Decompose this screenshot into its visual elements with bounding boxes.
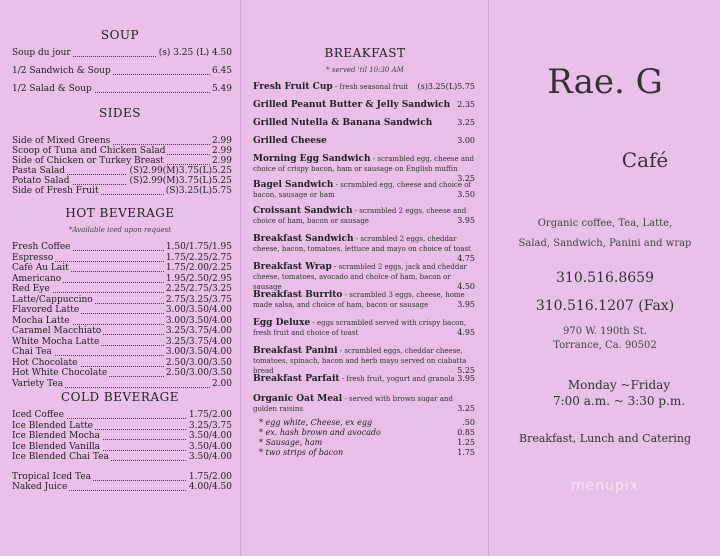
menu-item-price: 2.00 xyxy=(211,378,232,389)
breakfast-addon xyxy=(259,428,475,437)
menu-item-name: Hot White Chocolate xyxy=(12,368,108,378)
breakfast-item xyxy=(253,374,475,384)
breakfast-item-desc: - scrambled egg, cheese and choice of bacon, sausage or ham xyxy=(253,181,472,199)
menu-item-name: Side of Mixed Greens xyxy=(12,136,111,146)
breakfast-item-price: 3.00 xyxy=(457,136,475,145)
breakfast-item-desc: - scrambled egg, cheese and choice of crispy bacon, ham or sausage on English muffin xyxy=(253,155,475,173)
cafe-phone: 310.516.8659 xyxy=(556,270,654,286)
cafe-tagline-2: Salad, Sandwich, Panini and wrap xyxy=(518,238,692,249)
menu-item-price: 2.99 xyxy=(211,136,232,146)
addon-price: 1.25 xyxy=(457,438,475,447)
menu-item-price: 3.00/3.50/4.00 xyxy=(165,305,232,315)
menu-item-price: 4.00/4.50 xyxy=(188,482,232,492)
breakfast-item-desc: - fresh seasonal fruit xyxy=(332,83,409,91)
breakfast-item-desc: - scrambled 2 eggs, cheddar cheese, bacon, tomatoes, lettuce and mayo on choice of toast xyxy=(253,235,471,253)
menu-item-price: (S)2.99(M)3.75(L)5.25 xyxy=(129,166,232,176)
menu-item-price: 2.75/3.25/3.75 xyxy=(165,294,232,305)
breakfast-item-price: (s)3.25(L)5.75 xyxy=(417,82,475,91)
sides-heading: SIDES xyxy=(98,106,142,120)
menu-item-row xyxy=(12,253,232,264)
menu-item-price: 6.45 xyxy=(211,66,232,76)
menu-item-price: 1.75/2.00 xyxy=(188,410,232,420)
breakfast-item-price: 3.50 xyxy=(457,190,475,199)
menu-item-price: 3.25/3.75/4.00 xyxy=(165,336,232,347)
breakfast-item-price: 4.95 xyxy=(457,328,475,337)
menu-item-row xyxy=(12,274,232,285)
breakfast-item-price: 3.25 xyxy=(457,118,475,127)
menu-item-name: Scoop of Tuna and Chicken Salad xyxy=(12,146,166,156)
watermark: menupix xyxy=(570,478,640,494)
soup-heading: SOUP xyxy=(100,28,140,42)
breakfast-item xyxy=(253,262,475,292)
breakfast-item-price: 3.95 xyxy=(457,300,475,309)
breakfast-item-name: Bagel Sandwich xyxy=(253,180,334,190)
menu-item-price: 3.50/4.00 xyxy=(188,441,232,452)
breakfast-item-name: Organic Oat Meal xyxy=(253,394,343,404)
breakfast-item xyxy=(253,136,475,146)
cafe-hours: 7:00 a.m. ~ 3:30 p.m. xyxy=(552,394,686,408)
menu-item-price: 3.25/3.75 xyxy=(188,420,232,431)
breakfast-addon xyxy=(259,418,475,427)
menu-item-name: Café Au Lait xyxy=(12,263,69,273)
menu-item-name: Latte/Cappuccino xyxy=(12,294,93,305)
menu-item-row xyxy=(12,284,232,295)
breakfast-item xyxy=(253,206,475,226)
addon-name: * two strips of bacon xyxy=(259,448,344,457)
menu-item-row xyxy=(12,472,232,483)
addon-name: * ex. hash brown and avocado xyxy=(259,428,381,437)
menu-item-row xyxy=(12,242,232,253)
cafe-info-panel xyxy=(488,0,720,556)
breakfast-item-desc: - eggs scrambled served with crispy bacon, fresh fruit and choice of toast xyxy=(253,319,467,337)
breakfast-panel xyxy=(240,0,489,556)
breakfast-item xyxy=(253,100,475,110)
breakfast-item-desc: - fresh fruit, yogurt and granola xyxy=(339,375,455,383)
breakfast-item-name: Breakfast Parfait xyxy=(253,374,340,384)
menu-item-price: 1.75/2.25/2.75 xyxy=(165,252,232,263)
menu-item-row xyxy=(12,482,232,493)
menu-item-row xyxy=(12,84,232,95)
menu-item-row xyxy=(12,379,232,390)
menu-item-row xyxy=(12,410,232,421)
breakfast-item-price: 4.50 xyxy=(457,282,475,291)
menu-item-name: Side of Fresh Fruit xyxy=(12,186,99,196)
menu-item-price: 2.50/3.00/3.50 xyxy=(165,357,232,368)
hot-beverage-note: *Available iced upon request xyxy=(68,226,172,234)
menu-item-name: Ice Blended Mocha xyxy=(12,431,100,441)
menu-item-row xyxy=(12,431,232,442)
breakfast-item xyxy=(253,318,475,338)
breakfast-addon xyxy=(259,448,475,457)
breakfast-heading: BREAKFAST xyxy=(324,46,406,60)
cafe-subtitle: Café xyxy=(621,148,669,172)
menu-item-price: 2.99 xyxy=(211,146,232,156)
breakfast-item-name: Breakfast Panini xyxy=(253,346,338,356)
menu-item-row xyxy=(12,337,232,348)
breakfast-item xyxy=(253,118,475,128)
hot-beverage-heading: HOT BEVERAGE xyxy=(65,206,175,220)
breakfast-item-price: 3.25 xyxy=(457,174,475,183)
cafe-days: Monday ~Friday xyxy=(567,378,671,392)
menu-item-price: 1.75/2.00/2.25 xyxy=(165,263,232,273)
menu-item-row xyxy=(12,305,232,316)
menu-item-price: 2.50/3.00/3.50 xyxy=(165,368,232,378)
menu-item-price: (S)3.25(L)5.75 xyxy=(165,186,232,196)
breakfast-item-desc: - scrambled eggs, cheddar cheese, tomatoes, spinach, bacon and herb mayo served on ciabatta bread xyxy=(253,347,467,375)
breakfast-item-desc: - scrambled 2 eggs, cheese and choice of ham, bacon or sausage xyxy=(253,207,467,225)
breakfast-item xyxy=(253,394,475,414)
menu-item-name: Ice Blended Latte xyxy=(12,420,94,431)
cafe-address-2: Torrance, Ca. 90502 xyxy=(553,340,657,351)
breakfast-item-name: Grilled Peanut Butter & Jelly Sandwich xyxy=(253,100,451,110)
menu-item-name: Mocha Latte xyxy=(12,315,70,326)
breakfast-item xyxy=(253,82,475,92)
menu-item-name: Chai Tea xyxy=(12,347,52,357)
menu-item-price: 2.99 xyxy=(211,156,232,166)
breakfast-item-price: 3.25 xyxy=(457,404,475,413)
menu-item-name: Potato Salad xyxy=(12,176,70,186)
menu-item-row xyxy=(12,263,232,274)
menu-item-price: 3.00/3.50/4.00 xyxy=(165,315,232,326)
breakfast-item-name: Breakfast Wrap xyxy=(253,262,332,272)
menu-item-name: Ice Blended Chai Tea xyxy=(12,452,109,462)
addon-price: 1.75 xyxy=(457,448,475,457)
menu-item-name: Ice Blended Vanilla xyxy=(12,441,100,452)
cafe-fax: 310.516.1207 (Fax) xyxy=(535,298,675,314)
menu-item-price: (S)2.99(M)3.75(L)5.25 xyxy=(129,176,232,186)
menu-item-name: White Mocha Latte xyxy=(12,336,100,347)
menu-item-name: 1/2 Sandwich & Soup xyxy=(12,66,111,76)
breakfast-note: * served 'til 10:30 AM xyxy=(326,66,404,74)
breakfast-item-price: 3.95 xyxy=(457,374,475,383)
breakfast-item-name: Morning Egg Sandwich xyxy=(253,154,371,164)
menu-item-name: 1/2 Salad & Soup xyxy=(12,84,92,94)
menu-item-price: 3.50/4.00 xyxy=(188,452,232,462)
breakfast-item-name: Croissant Sandwich xyxy=(253,206,353,216)
breakfast-item-price: 4.75 xyxy=(457,254,475,263)
left-menu-panel xyxy=(0,0,240,556)
breakfast-item-price: 2.35 xyxy=(457,100,475,109)
menu-item-name: Iced Coffee xyxy=(12,410,64,420)
menu-item-name: Red Eye xyxy=(12,284,50,294)
addon-price: 0.85 xyxy=(457,428,475,437)
breakfast-addon xyxy=(259,438,475,447)
breakfast-item-name: Grilled Nutella & Banana Sandwich xyxy=(253,118,433,128)
menu-item-name: Fresh Coffee xyxy=(12,242,71,252)
breakfast-item-desc: - served with brown sugar and golden raisins xyxy=(253,395,453,413)
breakfast-item xyxy=(253,346,475,376)
menu-item-price: 3.00/3.50/4.00 xyxy=(165,347,232,357)
menu-item-row xyxy=(12,316,232,327)
menu-item-price: (s) 3.25 (L) 4.50 xyxy=(158,48,232,58)
addon-price: .50 xyxy=(462,418,475,427)
cafe-name: Rae. G xyxy=(547,62,663,102)
addon-name: * egg white, Cheese, ex egg xyxy=(259,418,373,427)
menu-item-name: Side of Chicken or Turkey Breast xyxy=(12,156,164,166)
breakfast-item-name: Breakfast Burrito xyxy=(253,290,343,300)
cold-beverage-heading: COLD BEVERAGE xyxy=(61,390,179,404)
breakfast-item xyxy=(253,180,475,200)
menu-item-price: 1.95/2.50/2.95 xyxy=(165,273,232,284)
breakfast-item xyxy=(253,234,475,264)
breakfast-item-name: Fresh Fruit Cup xyxy=(253,82,333,92)
menu-item-row xyxy=(12,66,232,77)
menu-item-row xyxy=(12,48,232,59)
menu-item-name: Pasta Salad xyxy=(12,166,66,176)
cafe-address-1: 970 W. 190th St. xyxy=(563,326,647,337)
breakfast-item-price: 3.95 xyxy=(457,216,475,225)
menu-item-price: 2.25/2.75/3.25 xyxy=(165,284,232,294)
menu-item-row xyxy=(12,442,232,453)
menu-item-price: 1.50/1.75/1.95 xyxy=(165,242,232,252)
menu-item-row xyxy=(12,452,232,463)
menu-item-row xyxy=(12,295,232,306)
menu-item-row xyxy=(12,421,232,432)
menu-item-price: 3.25/3.75/4.00 xyxy=(165,326,232,336)
menu-item-name: Americano xyxy=(12,273,62,284)
menu-item-name: Naked Juice xyxy=(12,482,68,492)
breakfast-item-price: 5.25 xyxy=(457,366,475,375)
menu-item-name: Flavored Latte xyxy=(12,305,80,315)
addon-name: * Sausage, ham xyxy=(259,438,323,447)
breakfast-item-desc: - scrambled 2 eggs, jack and cheddar cheese, tomatoes, avocado and choice of ham, bacon or sausage xyxy=(253,263,467,291)
menu-item-price: 3.50/4.00 xyxy=(188,431,232,441)
menu-item-price: 5.49 xyxy=(211,84,232,94)
menu-item-row xyxy=(12,368,232,379)
menu-item-row xyxy=(12,358,232,369)
menu-item-name: Espresso xyxy=(12,252,54,263)
menu-item-name: Caramel Macchiato xyxy=(12,326,102,336)
breakfast-item-name: Egg Deluxe xyxy=(253,318,311,328)
menu-item-name: Variety Tea xyxy=(12,378,64,389)
breakfast-item xyxy=(253,290,475,310)
breakfast-item-name: Grilled Cheese xyxy=(253,136,327,146)
cafe-services: Breakfast, Lunch and Catering xyxy=(519,432,691,445)
breakfast-item-name: Breakfast Sandwich xyxy=(253,234,354,244)
menu-item-name: Soup du jour xyxy=(12,48,71,58)
menu-item-name: Tropical Iced Tea xyxy=(12,471,92,482)
menu-item-name: Hot Chocolate xyxy=(12,357,78,368)
cafe-tagline-1: Organic coffee, Tea, Latte, xyxy=(537,218,673,229)
menu-item-row xyxy=(12,186,232,197)
menu-item-price: 1.75/2.00 xyxy=(188,471,232,482)
breakfast-item-desc: - scrambled 3 eggs, cheese, home made salsa, and choice of ham, bacon or sausage xyxy=(253,291,465,309)
menu-item-row xyxy=(12,326,232,337)
menu-item-row xyxy=(12,347,232,358)
